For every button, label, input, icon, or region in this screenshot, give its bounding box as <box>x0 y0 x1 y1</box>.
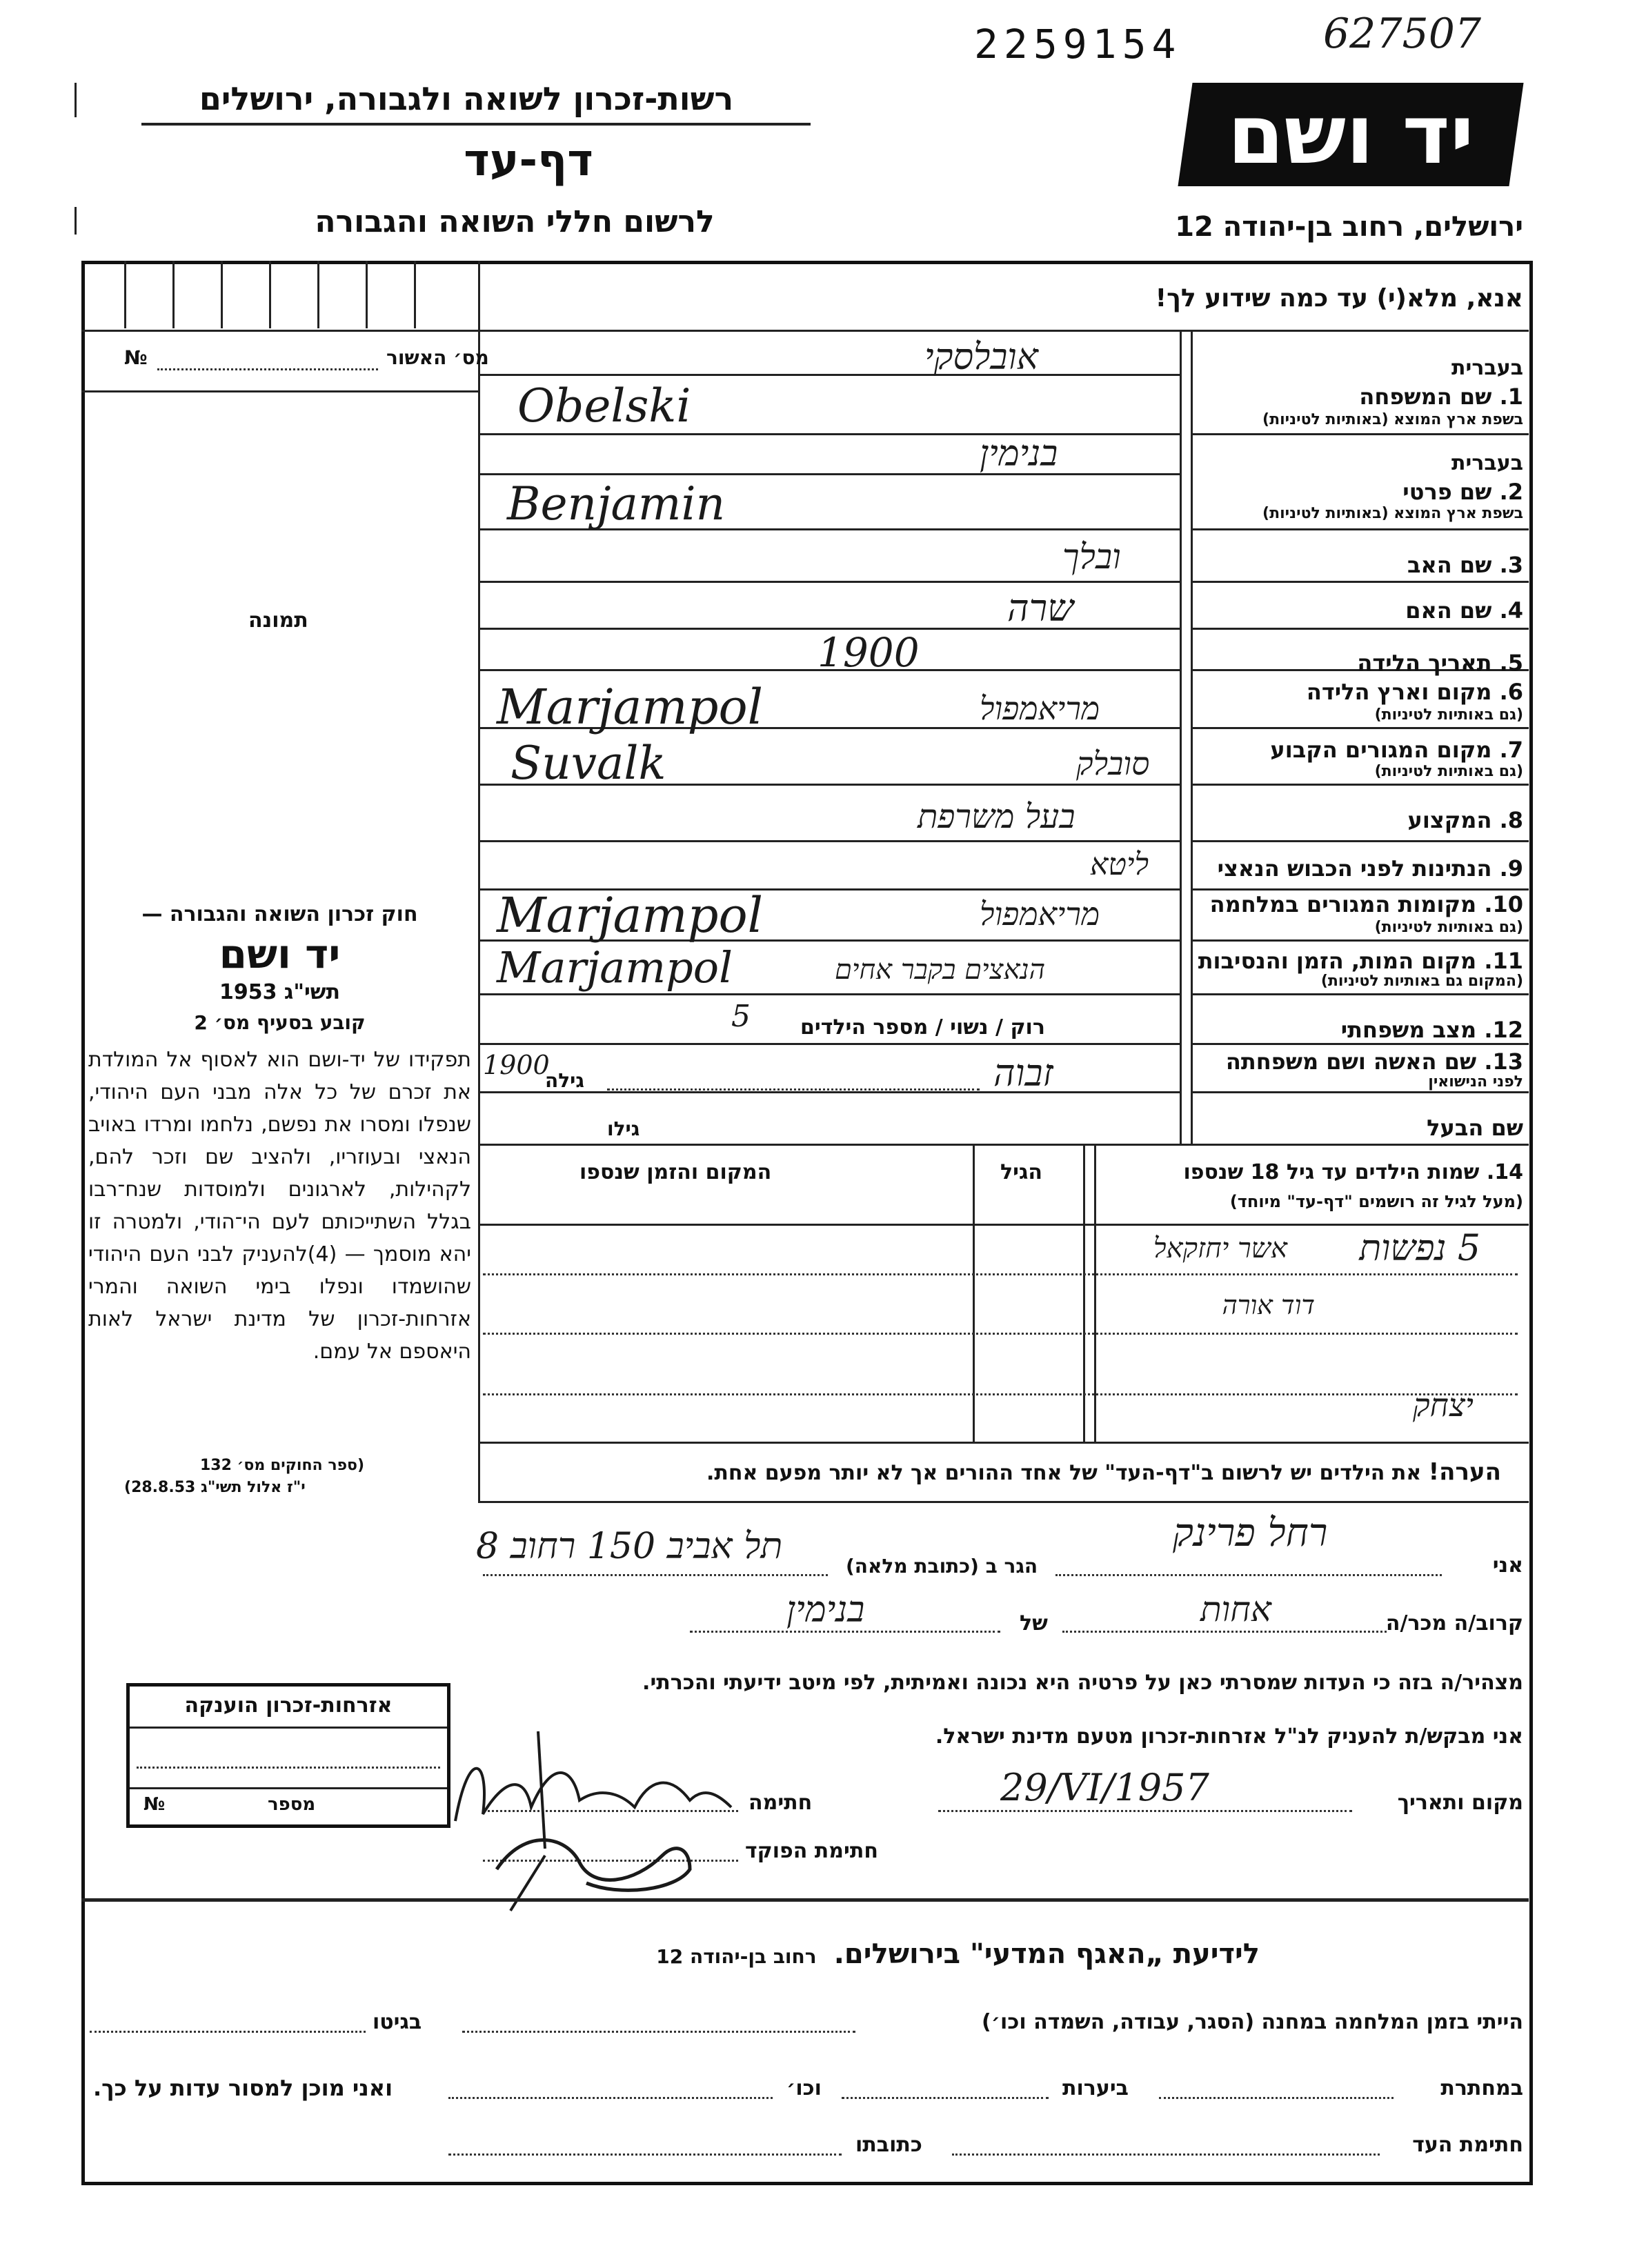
please-fill: אנא, מלא(י) עד כמה שידוע לך! <box>1155 284 1523 312</box>
underground-dots <box>1159 2097 1394 2099</box>
field-11-sub: (המקום גם באותיות לטיניות) <box>1320 973 1523 990</box>
field-2-hebrew-value: בנימין <box>980 433 1058 475</box>
field-2-label <box>1402 479 1523 505</box>
label-row-line <box>1191 727 1529 729</box>
field-2-text: שם פרטי <box>1402 479 1492 505</box>
date-dots <box>938 1810 1352 1812</box>
margin-mark <box>75 83 77 117</box>
field-6-hebrew-value: מריאמפול <box>980 690 1100 727</box>
field-13-label <box>1226 1048 1523 1075</box>
age-col-divider-3 <box>1094 1144 1096 1442</box>
field-3-value: ובלך <box>1062 537 1121 577</box>
row-line <box>478 1043 1180 1045</box>
official-sig-label: חתימת הפוקד <box>745 1839 878 1863</box>
field-10-hebrew-value: מריאמפול <box>980 895 1100 933</box>
children-title <box>1183 1160 1523 1184</box>
declaration: מצהיר/ה בזה כי העדות שמסרתי כאן על פרטיה היא נכונה ואמיתית, לפי מיטב ידיעתי והכרתי. <box>642 1671 1523 1695</box>
field-5-text: תאריך הלידה <box>1357 650 1492 676</box>
label-row-line <box>1191 784 1529 786</box>
authority-underline <box>141 123 811 126</box>
approval-line <box>81 390 478 392</box>
age-col-divider-1 <box>973 1144 975 1442</box>
wife-age-label: גילה <box>545 1069 584 1092</box>
field-8-num: 8. <box>1499 807 1523 833</box>
of-dots <box>690 1631 1000 1633</box>
field-7-num: 7. <box>1499 737 1523 763</box>
footer-addr-dots <box>448 2153 842 2156</box>
children-header-line <box>478 1224 1529 1226</box>
children-bottom-line <box>478 1442 1529 1444</box>
field-10-num: 10. <box>1484 891 1523 917</box>
place-date-label: מקום ותאריך <box>1397 1791 1523 1815</box>
field-8-value: בעל משרפת <box>918 797 1075 836</box>
child-row-2: אשר יחזקאל <box>1153 1233 1287 1264</box>
authority-line: רשות-זכרון לשואה ולגבורה, ירושלים <box>199 80 734 117</box>
law-ref-2: י"ז אלול תשי"ג 28.8.53) <box>124 1479 306 1496</box>
address: ירושלים, רחוב בן-יהודה 12 <box>1175 211 1523 243</box>
field-10-label <box>1210 891 1523 917</box>
place-time-header: המקום והזמן שנספו <box>579 1160 772 1184</box>
field-1-text: שם המשפחה <box>1359 384 1492 410</box>
form-title: דף-עד <box>464 135 593 186</box>
field-6-sub: (גם באותיות לטיניות) <box>1374 706 1523 724</box>
request: אני מבקש/ת להעניק לנ"ל אזרחות-זכרון מטעם מדינת ישראל. <box>935 1724 1523 1749</box>
law-year: תשי"ג 1953 <box>219 980 341 1004</box>
field-7-hebrew-value: סובלק <box>1076 745 1150 782</box>
age-header: הגיל <box>1000 1160 1042 1184</box>
form-subtitle: לרשום חללי השואה והגבורה <box>315 204 715 239</box>
footer-ghetto: בגיטו <box>373 2010 422 2034</box>
husband-label: שם הבעל <box>1427 1115 1523 1141</box>
field-1-latin-value: Obelski <box>517 379 691 432</box>
footer-underground: במחתרת <box>1440 2076 1523 2100</box>
field-8-label <box>1408 807 1523 833</box>
field-11-text: מקום המות, הזמן והנסיבות <box>1198 948 1477 974</box>
field-3-num: 3. <box>1499 552 1523 578</box>
field-1-hebrew-value: אובלסקי <box>924 337 1038 378</box>
field-6-label <box>1307 679 1523 705</box>
field-5-value: 1900 <box>817 629 920 676</box>
law-sidebar <box>88 902 471 1368</box>
children-subtitle: (מעל לגיל זה רושמים "דף-עד" מיוחד) <box>1229 1192 1523 1211</box>
label-row-line <box>1191 888 1529 891</box>
note <box>706 1458 1501 1486</box>
law-name: יד ושם <box>219 931 341 977</box>
law-title: חוק זכרון השואה והגבורה — <box>141 902 418 926</box>
child-row-dots <box>483 1333 1518 1335</box>
tick <box>269 261 271 328</box>
official-signature <box>483 1814 704 1918</box>
address-dots <box>483 1574 828 1576</box>
row-line <box>478 993 1180 995</box>
etc-dots <box>448 2097 773 2099</box>
field-4-text: שם האם <box>1405 597 1492 624</box>
footer-top-line <box>81 1898 1529 1902</box>
citizenship-box <box>126 1683 450 1828</box>
footer-sig-dots <box>952 2153 1380 2156</box>
declarant-name: רחל פרינק <box>1173 1511 1328 1555</box>
approval-dots <box>157 368 378 370</box>
field-11-latin-value: Marjampol <box>497 942 733 993</box>
field-11-hebrew-value: הנאצים בקבר אחים <box>835 954 1046 986</box>
field-4-value: שרה <box>1007 586 1074 630</box>
row-line <box>478 473 1180 475</box>
footer-title: לידיעת „האגף המדעי" בירושלים. <box>833 1938 1260 1970</box>
note-bottom-line <box>478 1501 1529 1503</box>
age-col-divider-2 <box>1083 1144 1085 1442</box>
declarant-i-label: אני <box>1492 1553 1523 1578</box>
field-6-latin-value: Marjampol <box>497 679 764 735</box>
field-13-text: שם האשה ושם משפחתה <box>1225 1048 1477 1075</box>
declarant-name-dots <box>1055 1574 1442 1576</box>
date-value: 29/VI/1957 <box>1000 1766 1209 1809</box>
field-6-text: מקום וארץ הלידה <box>1306 679 1492 705</box>
citizenship-title: אזרחות-זכרון הוענקה <box>184 1693 393 1718</box>
children-num: 14. <box>1486 1160 1523 1184</box>
approval-no: № <box>124 346 148 369</box>
footer-sig: חתימת העד <box>1412 2133 1523 2157</box>
field-2-latin-sub: בשפת ארץ המוצא (באותיות לטיניות) <box>1262 505 1523 522</box>
field-11-label <box>1198 948 1523 974</box>
logo <box>1178 83 1523 186</box>
field-2-hebrew-sub: בעברית <box>1451 451 1523 475</box>
row-line <box>478 374 1180 376</box>
field-5-label <box>1357 650 1523 676</box>
footer-title-row <box>656 1938 1260 1970</box>
field-12-label <box>1341 1017 1523 1043</box>
footer-ready: ואני מוכן למסור עדות על כך. <box>93 2075 393 2101</box>
field-13-value: זבוה <box>993 1051 1053 1095</box>
of-name-value: בנימין <box>786 1589 865 1631</box>
field-7-latin-value: Suvalk <box>510 737 666 790</box>
field-2-num: 2. <box>1499 479 1523 505</box>
footer-etc: וכו׳ <box>786 2076 822 2100</box>
of-label: של <box>1020 1611 1048 1635</box>
row-line <box>478 840 1180 842</box>
label-column-divider-2 <box>1191 330 1193 1144</box>
field-9-num: 9. <box>1499 855 1523 882</box>
label-row-line <box>1191 528 1529 530</box>
tick <box>414 261 416 328</box>
tick <box>221 261 223 328</box>
label-row-line <box>1191 939 1529 942</box>
field-13-num: 13. <box>1484 1048 1523 1075</box>
field-9-text: הנתינות לפני הכבוש הנאצי <box>1217 855 1492 882</box>
relation-dots <box>1062 1631 1387 1633</box>
row-line <box>478 1144 1529 1146</box>
child-row-dots <box>483 1393 1518 1395</box>
field-9-label <box>1218 855 1523 882</box>
note-left <box>478 1442 480 1501</box>
field-1-label <box>1359 384 1523 410</box>
signature-label: חתימה <box>748 1791 813 1815</box>
field-5-num: 5. <box>1499 650 1523 676</box>
label-row-line <box>1191 433 1529 435</box>
footer-camp-dots <box>462 2031 855 2033</box>
citizenship-no: № <box>143 1794 166 1815</box>
tick <box>172 261 175 328</box>
label-column-divider <box>1180 330 1182 1144</box>
child-row-dots <box>483 1273 1518 1275</box>
field-1-latin-sub: בשפת ארץ המוצא (באותיות לטיניות) <box>1262 411 1523 428</box>
citizenship-dots <box>137 1767 440 1769</box>
photo-label: תמונה <box>248 608 308 633</box>
declarant-lives-label: הגר ב (כתובת מלאה) <box>846 1555 1038 1578</box>
field-12-text: מצב משפחתי <box>1340 1017 1477 1043</box>
field-4-num: 4. <box>1499 597 1523 624</box>
field-6-num: 6. <box>1499 679 1523 705</box>
field-13-sub: לפני הנישואין <box>1428 1073 1523 1091</box>
field-7-sub: (גם באותיות לטיניות) <box>1374 763 1523 780</box>
note-text: את הילדים יש לרשום ב"דף-העד" של אחד ההורים אך לא יותר מפעם אחת. <box>706 1461 1422 1485</box>
footer-line-1: הייתי בזמן המלחמה במחנה (הסגר, עבודה, השמדה וכו׳) <box>982 2010 1523 2034</box>
law-section: קובע בסעיף מס׳ 2 <box>194 1011 366 1034</box>
row-line <box>478 433 1180 435</box>
marital-options: רוק / נשוי / מספר הילדים <box>800 1015 1045 1040</box>
wife-dots <box>607 1088 980 1091</box>
citizenship-title-line <box>130 1727 447 1729</box>
child-row-4: יצחק <box>1412 1386 1474 1424</box>
child-row-3: דוד אורה <box>1222 1290 1315 1320</box>
citizenship-number-label: מספר <box>268 1794 316 1815</box>
field-10-sub: (גם באותיות לטיניות) <box>1374 919 1523 936</box>
field-1-hebrew-sub: בעברית <box>1451 356 1523 380</box>
children-title-text: שמות הילדים עד גיל 18 שנספו <box>1183 1160 1480 1184</box>
relation-value: אחות <box>1200 1589 1271 1629</box>
husband-age-label: גילו <box>607 1117 640 1140</box>
handwritten-reference: 627507 <box>1323 10 1482 58</box>
serial-number: 2259154 <box>974 21 1182 68</box>
field-12-value: 5 <box>731 999 751 1034</box>
relative-label: קרוב/ה מכר/ה <box>1385 1611 1523 1635</box>
label-row-line <box>1191 840 1529 842</box>
field-7-label <box>1270 737 1523 763</box>
label-row-line <box>1191 1043 1529 1045</box>
margin-mark <box>75 207 77 235</box>
row-line <box>478 581 1180 583</box>
field-8-text: המקצוע <box>1407 807 1492 833</box>
field-7-text: מקום המגורים הקבוע <box>1270 737 1492 763</box>
approval-label: מס׳ האשור <box>386 346 489 369</box>
footer-forests: ביערות <box>1062 2076 1129 2100</box>
field-10-text: מקומות המגורים במלחמה <box>1209 891 1477 917</box>
field-1-num: 1. <box>1499 384 1523 410</box>
child-row-1: 5 נפשות <box>1359 1228 1480 1269</box>
sidebar-divider <box>478 261 480 1442</box>
field-3-label <box>1407 552 1523 578</box>
footer-ghetto-dots <box>90 2031 366 2033</box>
citizenship-mid-line <box>130 1787 447 1789</box>
label-row-line <box>1191 993 1529 995</box>
footer-addr: כתובתו <box>855 2133 922 2157</box>
field-4-label <box>1405 597 1523 624</box>
declarant-address: תל אביב 150 רחוב 8 <box>476 1526 783 1567</box>
top-strip-line <box>81 330 1529 332</box>
field-10-latin-value: Marjampol <box>497 887 764 944</box>
tick <box>124 261 126 328</box>
field-9-value: ליטא <box>1090 847 1149 882</box>
label-row-line <box>1191 1091 1529 1093</box>
field-11-num: 11. <box>1484 948 1523 974</box>
law-ref-1: (ספר החוקים מס׳ 132 <box>200 1457 365 1474</box>
label-row-line <box>1191 581 1529 583</box>
law-body: תפקידו של יד-ושם הוא לאסוף אל המולדת את זכרם של כל אלה מבני העם היהודי, שנפלו ומסרו את נפשם, נלחמו ומרדו באויב הנאצי ובעוזריו, ולהציב שם וזכר להם, לקהילות, לארגונים ולמוסדות שנח־רבו בגלל השתייכותם לעם הי־הודי, ולמטרה זו יהא מוסמך — (4)להעניק לבני העם היהודי שהושמדו ונפלו בימי השואה והמרי אזרחות-זכרון של מדינת ישראל לאות היאספם אל עמם. <box>88 1048 471 1364</box>
forests-dots <box>842 2097 1049 2099</box>
field-2-latin-value: Benjamin <box>507 477 726 530</box>
tick <box>366 261 368 328</box>
label-row-line <box>1191 628 1529 630</box>
logo-text: יד ושם <box>1227 87 1474 182</box>
wife-age-value: 1900 <box>483 1050 550 1080</box>
note-label: הערה! <box>1428 1458 1501 1486</box>
tick <box>317 261 319 328</box>
footer-address: רחוב בן-יהודה 12 <box>656 1945 817 1968</box>
field-3-text: שם האב <box>1407 552 1492 578</box>
field-12-num: 12. <box>1484 1017 1523 1043</box>
